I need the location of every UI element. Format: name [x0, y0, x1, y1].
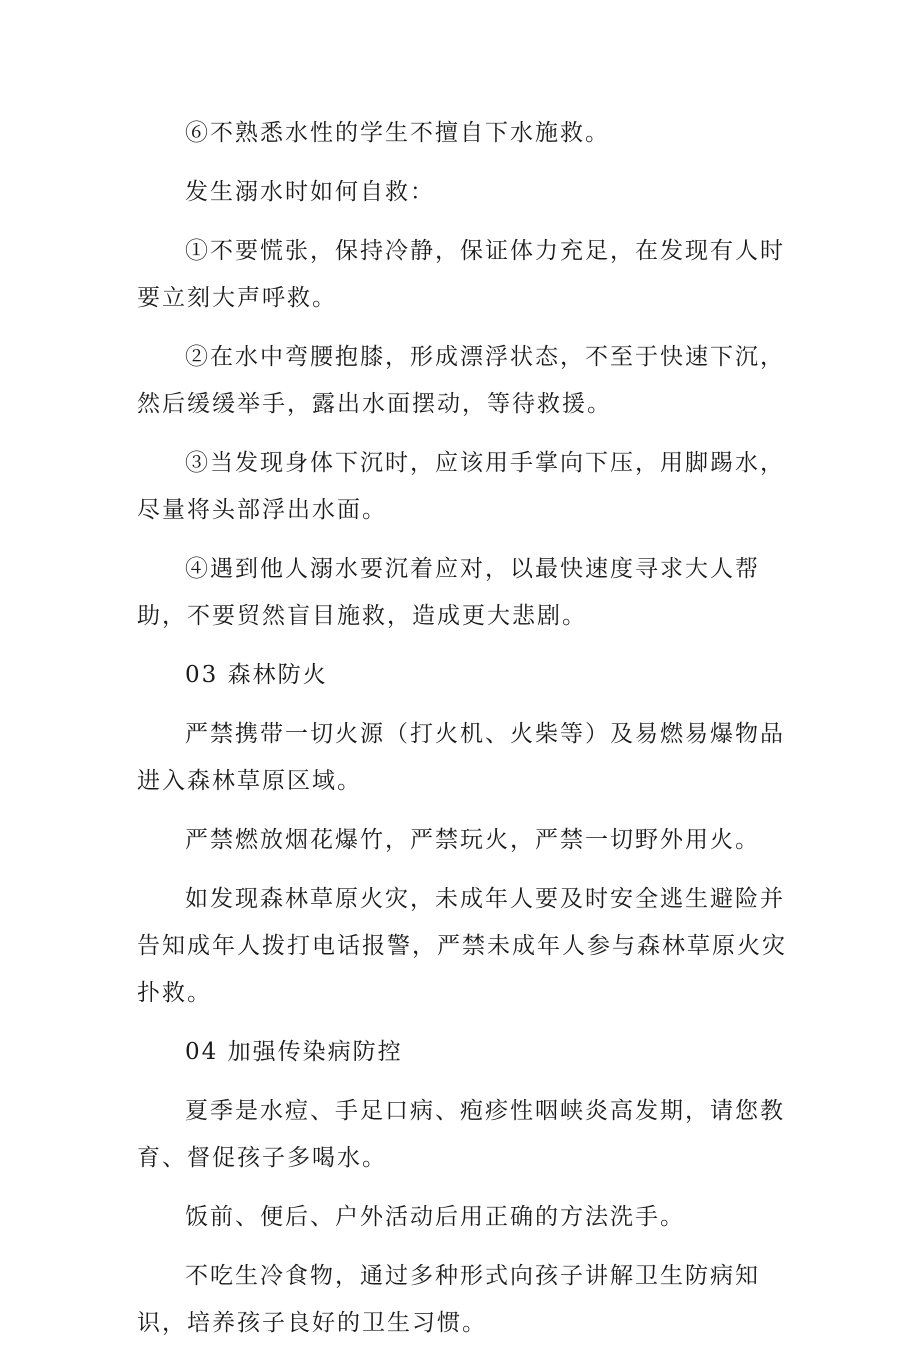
paragraph-self-rescue-1: ①不要慌张，保持冷静，保证体力充足，在发现有人时要立刻大声呼救。	[137, 238, 785, 311]
paragraph-disease-control-1: 夏季是水痘、手足口病、疱疹性咽峡炎高发期，请您教育、督促孩子多喝水。	[137, 1098, 785, 1171]
paragraph-forest-fire-3: 如发现森林草原火灾，未成年人要及时安全逃生避险并告知成年人拨打电话报警，严禁未成年人参与森林草原火灾扑救。	[137, 886, 787, 1006]
section-heading-forest-fire: 03 森林防火	[185, 662, 328, 688]
paragraph-self-rescue-2: ②在水中弯腰抱膝，形成漂浮状态，不至于快速下沉，然后缓缓举手，露出水面摆动，等待救援。	[137, 344, 785, 417]
paragraph-self-rescue-heading: 发生溺水时如何自救：	[185, 179, 435, 205]
section-heading-disease-control: 04 加强传染病防控	[185, 1039, 403, 1065]
paragraph-disease-control-3: 不吃生冷食物，通过多种形式向孩子讲解卫生防病知识，培养孩子良好的卫生习惯。	[137, 1263, 760, 1336]
paragraph-self-rescue-3: ③当发现身体下沉时，应该用手掌向下压，用脚踢水，尽量将头部浮出水面。	[137, 450, 785, 523]
paragraph-self-rescue-4: ④遇到他人溺水要沉着应对，以最快速度寻求大人帮助，不要贸然盲目施救，造成更大悲剧。	[137, 556, 760, 629]
paragraph-forest-fire-1: 严禁携带一切火源（打火机、火柴等）及易燃易爆物品进入森林草原区域。	[137, 721, 785, 794]
document-body	[137, 110, 791, 1359]
paragraph-forest-fire-2: 严禁燃放烟花爆竹，严禁玩火，严禁一切野外用火。	[185, 827, 760, 853]
paragraph-disease-control-2: 饭前、便后、户外活动后用正确的方法洗手。	[185, 1204, 685, 1230]
paragraph-rescue-rule-6: ⑥不熟悉水性的学生不擅自下水施救。	[185, 120, 610, 146]
